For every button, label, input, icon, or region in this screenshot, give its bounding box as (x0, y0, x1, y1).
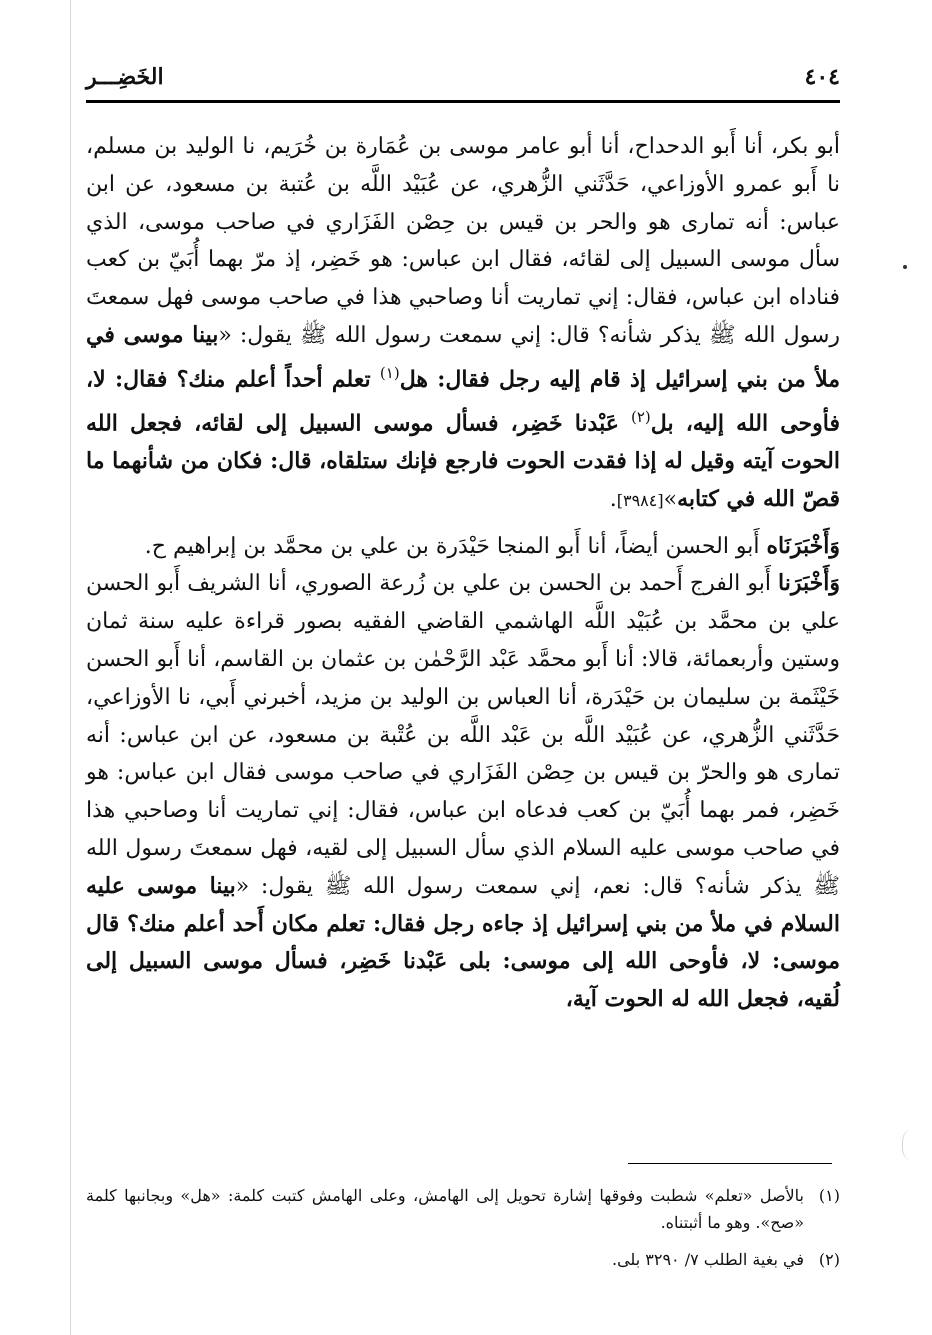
footnote-marker-1: (١) (379, 363, 400, 382)
paragraph-1-text: أبو بكر، أنا أَبو الدحداح، أنا أبو عامر موسى بن عُمَارة بن خُرَيم، نا الوليد بن مسلم، نا أَبو عمرو الأوزاعي، حَدَّثَني الزُّهري، عن عُبَيْد اللَّه بن عُتبة بن مسعود، عن ابن عباس: أنه تمارى هو والحر بن قيس بن حِصْن الفَزَاري في صاحب موسى، الذي سأل موسى السبيل إلى لقائه، فقال ابن عباس: هو خَضِر، إذ مرّ بهما أُبَيّ بن كعب فناداه ابن عباس، فقال: إني تماريت أنا وصاحبي هذا في صاحب موسى فهل سمعتَ رسول الله ﷺ يذكر شأنه؟ قال: إني سمعت رسول الله ﷺ يقول: « (86, 134, 841, 348)
paragraph-1: أبو بكر، أنا أَبو الدحداح، أنا أبو عامر موسى بن عُمَارة بن خُرَيم، نا الوليد بن مسلم، نا أَبو عمرو الأوزاعي، حَدَّثَني الزُّهري، عن عُبَيْد اللَّه بن عُتبة بن مسعود، عن ابن عباس: أنه تمارى هو والحر بن قيس بن حِصْن الفَزَاري في صاحب موسى، الذي سأل موسى السبيل إلى لقائه، فقال ابن عباس: هو خَضِر، إذ مرّ بهما أُبَيّ بن كعب فناداه ابن عباس، فقال: إني تماريت أنا وصاحبي هذا في صاحب موسى فهل سمعتَ رسول الله ﷺ يذكر شأنه؟ قال: إني سمعت رسول الله ﷺ يقول: «بينا موسى في ملأ من بني إسرائيل إذ قام إليه رجل فقال: هل$^{(١)}$ تعلم أحداً أعلم منك؟ فقال: لا، فأوحى الله إليه، بل$^{(٢)}$ عَبْدنا خَضِر، فسأل موسى السبيل إلى لقائه، فجعل الله الحوت آيته وقيل له إذا فقدت الحوت فارجع فإنك ستلقاه، قال: فكان من شأنهما ما قصّ الله في كتابه»[٣٩٨٤]. (86, 134, 841, 512)
running-title: الخَضِـــر (86, 64, 164, 90)
hadith-number: [٣٩٨٤] (616, 490, 664, 510)
hadith-quote-end: عَبْدنا خَضِر، فسأل موسى السبيل إلى لقائه، فجعل الله الحوت آيته وقيل له إذا فقدت الحوت فارجع فإنك ستلقاه، قال: فكان من شأنهما ما قصّ الله في كتابه (86, 410, 840, 512)
footnote-item (86, 1246, 840, 1273)
footnote-number: (١) (818, 1186, 840, 1205)
footnote-separator (628, 1163, 832, 1164)
hadith-quote: بينا موسى في ملأ من بني إسرائيل إذ قام إليه رجل فقال: هل (86, 321, 840, 393)
quote-close: » (663, 486, 678, 512)
footnotes (86, 1182, 840, 1283)
paragraph-2-text: أَبو الحسن أيضاً، أنا أَبو المنجا حَيْدَرة بن علي بن محمَّد بن إبراهيم ح. (144, 533, 767, 559)
hadith-quote-2: بينا موسى عليه السلام في ملأ من بني إسرائيل إذ جاءه رجل فقال: تعلم مكان أَحد أعلم منك؟ قال موسى: لا، فأوحى الله إلى موسى: بلى عَبْدنا خَضِر، فسأل موسى السبيل إلى لُقيه، فجعل الله له الحوت آية، (86, 872, 840, 1013)
paragraph-3-lead: وَأَخْبَرَنا (778, 570, 840, 597)
main-text (86, 128, 840, 1019)
paragraph-2 (86, 528, 840, 566)
footnote-number: (٢) (818, 1250, 840, 1269)
scan-edge-mark (902, 1130, 923, 1160)
footnote-text: في بغية الطلب ٧/ ٣٢٩٠ بلى. (612, 1250, 804, 1269)
footnote-marker-2: (٢) (631, 407, 651, 426)
footnote-item (86, 1182, 840, 1236)
paragraph-2-lead: وَأَخْبَرَنَاه (766, 532, 840, 559)
paragraph-3-text: أَبو الفرج أَحمد بن الحسن بن علي بن زُرعة الصوري، أنا الشريف أَبو الحسن علي بن محمَّد بن عُبَيْد اللَّه الهاشمي القاضي الفقيه بصور قراءة عليه سنة ثمان وستين وأربعمائة، قالا: أنا أَبو محمَّد عَبْد الرَّحْمٰن بن عثمان بن القاسم، أنا أَبو الحسن خَيْثَمة بن سليمان بن حَيْدَرة، أنا العباس بن الوليد بن مزيد، أخبرني أَبي، نا الأوزاعي، حَدَّثَني الزُّهري، عن عُبَيْد اللَّه بن عَبْد اللَّه بن عُتْبة بن مسعود، عن ابن عباس: أنه تمارى هو والحرّ بن قيس بن حِصْن الفَزَاري في صاحب موسى فقال ابن عباس: هو خَضِر، فمر بهما أُبَيّ بن كعب فدعاه ابن عباس، فقال: إني تماريت أنا وصاحبي هذا في صاحب موسى عليه السلام الذي سأل السبيل إلى لقيه، فهل سمعتَ رسول الله ﷺ يذكر شأنه؟ قال: نعم، إني سمعت رسول الله ﷺ يقول: « (86, 571, 841, 899)
paragraph-3 (86, 565, 840, 1019)
scan-speck (903, 265, 907, 269)
hadith-quote-cont: تعلم أحداً أعلم منك؟ فقال: لا، فأوحى الله إليه، بل (86, 366, 840, 437)
scan-fold-line (70, 0, 71, 1335)
footnote-text: بالأصل «تعلم» شطبت وفوقها إشارة تحويل إلى الهامش، وعلى الهامش كتبت كلمة: «هل» وبجانبها كلمة «صح». وهو ما أثبتناه. (86, 1186, 804, 1232)
page-number: ٤٠٤ (804, 64, 840, 90)
page-header (86, 64, 840, 103)
